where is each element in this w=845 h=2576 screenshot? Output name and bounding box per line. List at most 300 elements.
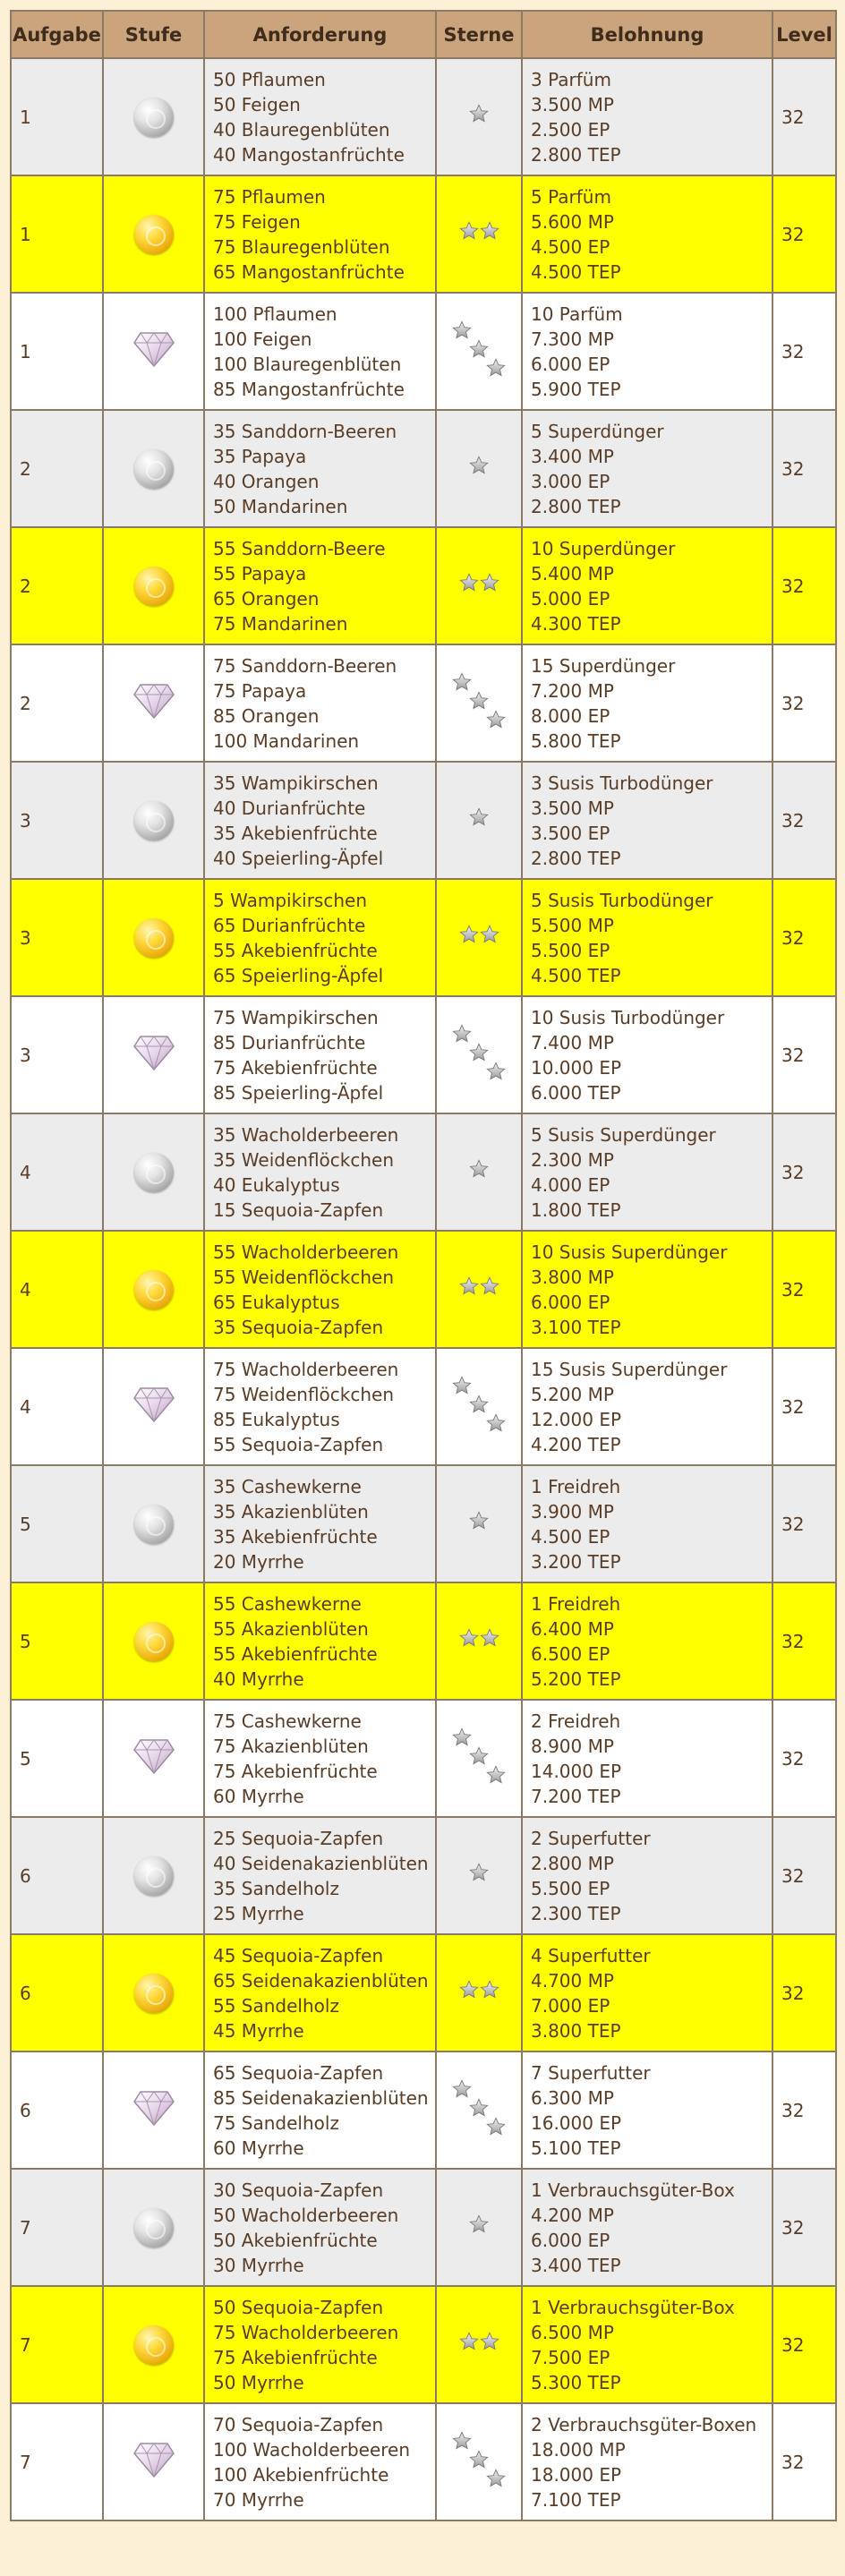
- requirement-item: 60 Myrrhe: [213, 1785, 304, 1807]
- reward-item: 4.200 TEP: [531, 1433, 621, 1455]
- reward-item: 4.500 EP: [531, 235, 610, 258]
- cell-sterne: [436, 762, 522, 879]
- cell-level: 32: [772, 58, 836, 175]
- gold-coin-icon: [134, 567, 174, 606]
- cell-aufgabe: 7: [11, 2169, 103, 2286]
- reward-item: 3.500 MP: [531, 93, 614, 115]
- reward-item: 2.500 EP: [531, 118, 610, 141]
- star-icon: [459, 221, 479, 247]
- star-rating: [469, 807, 489, 833]
- cell-anforderung: [204, 2286, 436, 2403]
- cell-stufe: [103, 762, 204, 879]
- cell-stufe: [103, 1113, 204, 1231]
- gold-coin-icon: [134, 215, 174, 254]
- star-icon: [469, 807, 489, 833]
- star-rating: [459, 1628, 499, 1654]
- reward-item: 4.500 EP: [531, 1525, 610, 1548]
- requirement-item: 75 Papaya: [213, 679, 307, 702]
- requirement-item: 35 Akebienfrüchte: [213, 822, 378, 844]
- cell-belohnung: [522, 527, 772, 644]
- star-rating: [450, 1374, 508, 1433]
- reward-item: 5 Superdünger: [531, 420, 664, 442]
- reward-item: 3 Susis Turbodünger: [531, 772, 713, 794]
- table-row: [11, 1582, 836, 1700]
- requirement-item: 25 Myrrhe: [213, 1902, 304, 1924]
- requirement-item: 45 Sequoia-Zapfen: [213, 1944, 384, 1966]
- reward-item: 2.800 MP: [531, 1852, 614, 1874]
- cell-sterne: [436, 1817, 522, 1934]
- cell-stufe: [103, 2169, 204, 2286]
- reward-item: 3.100 TEP: [531, 1316, 621, 1338]
- star-icon: [486, 1062, 506, 1088]
- cell-belohnung: [522, 1817, 772, 1934]
- table-row: [11, 410, 836, 527]
- star-rating: [459, 1980, 499, 2006]
- table-row: [11, 2403, 836, 2521]
- cell-aufgabe: 3: [11, 762, 103, 879]
- reward-item: 10 Susis Superdünger: [531, 1241, 728, 1263]
- star-icon: [469, 456, 489, 482]
- requirement-item: 75 Feigen: [213, 210, 301, 233]
- requirement-item: 35 Akazienblüten: [213, 1500, 369, 1523]
- reward-item: 4.500 TEP: [531, 260, 621, 283]
- cell-anforderung: [204, 1934, 436, 2051]
- star-icon: [486, 2469, 506, 2495]
- table-row: [11, 2286, 836, 2403]
- cell-sterne: [436, 175, 522, 293]
- diamond-icon: [133, 329, 175, 373]
- cell-sterne: [436, 1582, 522, 1700]
- requirement-item: 40 Orangen: [213, 470, 320, 492]
- header-anforderung[interactable]: Anforderung: [204, 11, 436, 58]
- silver-coin-icon: [134, 2208, 174, 2248]
- star-icon: [469, 104, 489, 130]
- star-icon: [480, 221, 499, 247]
- star-icon: [486, 2117, 506, 2143]
- reward-item: 1.800 TEP: [531, 1198, 621, 1221]
- requirement-item: 50 Akebienfrüchte: [213, 2229, 378, 2251]
- requirement-item: 45 Myrrhe: [213, 2019, 304, 2042]
- cell-aufgabe: 5: [11, 1700, 103, 1817]
- reward-item: 4.300 TEP: [531, 612, 621, 635]
- cell-stufe: [103, 293, 204, 410]
- reward-item: 3.400 MP: [531, 445, 614, 467]
- cell-level: 32: [772, 644, 836, 762]
- reward-item: 6.000 EP: [531, 2229, 610, 2251]
- table-row: [11, 1113, 836, 1231]
- requirement-item: 55 Wacholderbeeren: [213, 1241, 399, 1263]
- cell-aufgabe: 7: [11, 2403, 103, 2521]
- cell-stufe: [103, 996, 204, 1113]
- silver-coin-icon: [134, 449, 174, 489]
- reward-item: 6.000 TEP: [531, 1081, 621, 1104]
- requirement-item: 75 Akebienfrüchte: [213, 2346, 378, 2368]
- cell-belohnung: [522, 762, 772, 879]
- star-icon: [480, 925, 499, 951]
- cell-stufe: [103, 1231, 204, 1348]
- requirement-item: 50 Myrrhe: [213, 2371, 304, 2393]
- table-row: [11, 58, 836, 175]
- requirement-item: 55 Weidenflöckchen: [213, 1266, 395, 1288]
- star-icon: [469, 1863, 489, 1889]
- reward-item: 3.900 MP: [531, 1500, 614, 1523]
- reward-item: 15 Superdünger: [531, 654, 676, 677]
- star-icon: [486, 1413, 506, 1439]
- requirement-item: 50 Feigen: [213, 93, 301, 115]
- cell-aufgabe: 2: [11, 410, 103, 527]
- requirement-item: 35 Sanddorn-Beeren: [213, 420, 397, 442]
- reward-item: 2 Verbrauchsgüter-Boxen: [531, 2413, 757, 2435]
- reward-item: 6.300 MP: [531, 2086, 614, 2109]
- star-icon: [469, 1511, 489, 1537]
- cell-level: 32: [772, 1465, 836, 1582]
- cell-anforderung: [204, 2403, 436, 2521]
- cell-level: 32: [772, 2403, 836, 2521]
- star-icon: [486, 710, 506, 736]
- cell-level: 32: [772, 1348, 836, 1465]
- reward-item: 5 Parfüm: [531, 185, 611, 208]
- reward-item: 4.000 EP: [531, 1173, 610, 1196]
- reward-item: 5.400 MP: [531, 562, 614, 584]
- star-icon: [480, 573, 499, 599]
- requirement-item: 70 Myrrhe: [213, 2488, 304, 2511]
- diamond-icon: [133, 1033, 175, 1077]
- reward-item: 18.000 MP: [531, 2438, 626, 2461]
- header-aufgabe[interactable]: Aufgabe: [11, 11, 103, 58]
- reward-item: 2.300 TEP: [531, 1902, 621, 1924]
- cell-aufgabe: 1: [11, 175, 103, 293]
- requirement-item: 25 Sequoia-Zapfen: [213, 1827, 384, 1849]
- star-icon: [469, 2214, 489, 2240]
- header-belohnung[interactable]: Belohnung: [522, 11, 772, 58]
- requirement-item: 75 Sanddorn-Beeren: [213, 654, 397, 677]
- cell-level: 32: [772, 410, 836, 527]
- reward-item: 5.500 EP: [531, 1877, 610, 1899]
- cell-anforderung: [204, 527, 436, 644]
- cell-stufe: [103, 1817, 204, 1934]
- cell-aufgabe: 4: [11, 1231, 103, 1348]
- reward-item: 6.000 EP: [531, 1291, 610, 1313]
- requirement-item: 65 Eukalyptus: [213, 1291, 340, 1313]
- requirement-item: 65 Orangen: [213, 587, 320, 610]
- requirement-item: 40 Speierling-Äpfel: [213, 847, 384, 869]
- reward-item: 3.200 TEP: [531, 1550, 621, 1573]
- requirement-item: 50 Pflaumen: [213, 68, 326, 90]
- cell-aufgabe: 1: [11, 58, 103, 175]
- reward-item: 7.500 EP: [531, 2346, 610, 2368]
- requirement-item: 85 Mangostanfrüchte: [213, 378, 405, 400]
- cell-anforderung: [204, 293, 436, 410]
- cell-aufgabe: 7: [11, 2286, 103, 2403]
- star-icon: [480, 1276, 499, 1302]
- requirement-item: 65 Seidenakazienblüten: [213, 1969, 429, 1992]
- table-row: [11, 2051, 836, 2169]
- requirement-item: 100 Feigen: [213, 328, 312, 350]
- reward-item: 2 Superfutter: [531, 1827, 651, 1849]
- star-rating: [459, 925, 499, 951]
- requirement-item: 55 Sequoia-Zapfen: [213, 1433, 384, 1455]
- cell-stufe: [103, 1348, 204, 1465]
- requirement-item: 75 Wacholderbeeren: [213, 2321, 399, 2343]
- cell-level: 32: [772, 1700, 836, 1817]
- cell-level: 32: [772, 175, 836, 293]
- requirement-item: 100 Wacholderbeeren: [213, 2438, 411, 2461]
- cell-stufe: [103, 1582, 204, 1700]
- cell-stufe: [103, 527, 204, 644]
- cell-sterne: [436, 1231, 522, 1348]
- reward-item: 2.800 TEP: [531, 847, 621, 869]
- quest-table: [10, 10, 837, 2521]
- cell-anforderung: [204, 1231, 436, 1348]
- cell-anforderung: [204, 644, 436, 762]
- cell-anforderung: [204, 1700, 436, 1817]
- requirement-item: 75 Sandelholz: [213, 2111, 339, 2134]
- requirement-item: 100 Mandarinen: [213, 729, 360, 752]
- reward-item: 5.600 MP: [531, 210, 614, 233]
- cell-sterne: [436, 1348, 522, 1465]
- header-level[interactable]: Level: [772, 11, 836, 58]
- cell-sterne: [436, 996, 522, 1113]
- cell-sterne: [436, 1934, 522, 2051]
- cell-sterne: [436, 58, 522, 175]
- cell-level: 32: [772, 1817, 836, 1934]
- reward-item: 6.500 MP: [531, 2321, 614, 2343]
- diamond-icon: [133, 1736, 175, 1780]
- star-rating: [469, 456, 489, 482]
- reward-item: 6.500 EP: [531, 1642, 610, 1665]
- star-rating: [450, 2429, 508, 2488]
- cell-aufgabe: 5: [11, 1582, 103, 1700]
- cell-stufe: [103, 1700, 204, 1817]
- star-rating: [469, 1511, 489, 1537]
- reward-item: 5.800 TEP: [531, 729, 621, 752]
- reward-item: 3 Parfüm: [531, 68, 611, 90]
- requirement-item: 75 Pflaumen: [213, 185, 326, 208]
- reward-item: 4.500 TEP: [531, 964, 621, 986]
- requirement-item: 75 Wampikirschen: [213, 1006, 379, 1028]
- cell-level: 32: [772, 762, 836, 879]
- cell-belohnung: [522, 58, 772, 175]
- cell-anforderung: [204, 1465, 436, 1582]
- cell-belohnung: [522, 2051, 772, 2169]
- requirement-item: 35 Papaya: [213, 445, 307, 467]
- cell-sterne: [436, 2286, 522, 2403]
- requirement-item: 40 Eukalyptus: [213, 1173, 340, 1196]
- cell-level: 32: [772, 2286, 836, 2403]
- cell-stufe: [103, 644, 204, 762]
- cell-belohnung: [522, 410, 772, 527]
- cell-level: 32: [772, 293, 836, 410]
- requirement-item: 55 Sandelholz: [213, 1994, 339, 2017]
- cell-level: 32: [772, 1582, 836, 1700]
- cell-sterne: [436, 410, 522, 527]
- cell-belohnung: [522, 2286, 772, 2403]
- reward-item: 5.300 TEP: [531, 2371, 621, 2393]
- requirement-item: 35 Sandelholz: [213, 1877, 339, 1899]
- diamond-icon: [133, 2440, 175, 2484]
- cell-aufgabe: 2: [11, 527, 103, 644]
- diamond-icon: [133, 1385, 175, 1429]
- requirement-item: 40 Myrrhe: [213, 1668, 304, 1690]
- cell-anforderung: [204, 175, 436, 293]
- reward-item: 1 Verbrauchsgüter-Box: [531, 2179, 735, 2201]
- requirement-item: 65 Speierling-Äpfel: [213, 964, 384, 986]
- star-rating: [469, 104, 489, 130]
- requirement-item: 100 Blauregenblüten: [213, 353, 402, 375]
- table-row: [11, 1231, 836, 1348]
- cell-sterne: [436, 1465, 522, 1582]
- star-rating: [450, 670, 508, 729]
- cell-anforderung: [204, 996, 436, 1113]
- star-icon: [459, 1276, 479, 1302]
- reward-item: 7.400 MP: [531, 1031, 614, 1053]
- cell-stufe: [103, 1934, 204, 2051]
- star-icon: [486, 1765, 506, 1791]
- requirement-item: 40 Mangostanfrüchte: [213, 143, 405, 166]
- reward-item: 1 Freidreh: [531, 1592, 621, 1615]
- silver-coin-icon: [134, 98, 174, 137]
- silver-coin-icon: [134, 1856, 174, 1896]
- header-stufe[interactable]: Stufe: [103, 11, 204, 58]
- requirement-item: 30 Myrrhe: [213, 2254, 304, 2276]
- requirement-item: 65 Sequoia-Zapfen: [213, 2061, 384, 2084]
- cell-sterne: [436, 879, 522, 996]
- cell-anforderung: [204, 410, 436, 527]
- requirement-item: 20 Myrrhe: [213, 1550, 304, 1573]
- requirement-item: 35 Sequoia-Zapfen: [213, 1316, 384, 1338]
- reward-item: 5.500 MP: [531, 914, 614, 936]
- cell-aufgabe: 3: [11, 879, 103, 996]
- reward-item: 5.200 TEP: [531, 1668, 621, 1690]
- star-rating: [450, 1022, 508, 1081]
- requirement-item: 75 Weidenflöckchen: [213, 1383, 395, 1405]
- cell-stufe: [103, 2403, 204, 2521]
- reward-item: 18.000 EP: [531, 2463, 622, 2486]
- requirement-item: 85 Speierling-Äpfel: [213, 1081, 384, 1104]
- reward-item: 1 Freidreh: [531, 1475, 621, 1497]
- quest-table-container: [10, 10, 835, 2521]
- cell-aufgabe: 6: [11, 1934, 103, 2051]
- requirement-item: 35 Cashewkerne: [213, 1475, 362, 1497]
- star-icon: [469, 1159, 489, 1185]
- cell-stufe: [103, 2051, 204, 2169]
- cell-belohnung: [522, 1113, 772, 1231]
- requirement-item: 50 Sequoia-Zapfen: [213, 2296, 384, 2318]
- reward-item: 12.000 EP: [531, 1408, 622, 1430]
- requirement-item: 70 Sequoia-Zapfen: [213, 2413, 384, 2435]
- cell-sterne: [436, 1113, 522, 1231]
- reward-item: 2.800 TEP: [531, 143, 621, 166]
- gold-coin-icon: [134, 918, 174, 958]
- cell-belohnung: [522, 1582, 772, 1700]
- requirement-item: 40 Seidenakazienblüten: [213, 1852, 429, 1874]
- requirement-item: 85 Seidenakazienblüten: [213, 2086, 429, 2109]
- cell-stufe: [103, 410, 204, 527]
- cell-aufgabe: 1: [11, 293, 103, 410]
- requirement-item: 75 Cashewkerne: [213, 1710, 362, 1732]
- cell-belohnung: [522, 175, 772, 293]
- cell-level: 32: [772, 996, 836, 1113]
- cell-belohnung: [522, 2169, 772, 2286]
- reward-item: 4.700 MP: [531, 1969, 614, 1992]
- gold-coin-icon: [134, 1270, 174, 1309]
- reward-item: 2.800 TEP: [531, 495, 621, 517]
- reward-item: 7.200 MP: [531, 679, 614, 702]
- header-sterne[interactable]: Sterne: [436, 11, 522, 58]
- reward-item: 7.200 TEP: [531, 1785, 621, 1807]
- table-row: [11, 1348, 836, 1465]
- diamond-icon: [133, 681, 175, 725]
- reward-item: 5.100 TEP: [531, 2137, 621, 2159]
- cell-level: 32: [772, 879, 836, 996]
- cell-belohnung: [522, 1348, 772, 1465]
- cell-anforderung: [204, 1582, 436, 1700]
- reward-item: 3.800 TEP: [531, 2019, 621, 2042]
- requirement-item: 75 Akebienfrüchte: [213, 1760, 378, 1782]
- cell-sterne: [436, 527, 522, 644]
- requirement-item: 75 Wacholderbeeren: [213, 1358, 399, 1380]
- cell-aufgabe: 3: [11, 996, 103, 1113]
- gold-coin-icon: [134, 1974, 174, 2013]
- cell-aufgabe: 4: [11, 1113, 103, 1231]
- table-row: [11, 644, 836, 762]
- reward-item: 3.000 EP: [531, 470, 610, 492]
- table-row: [11, 1465, 836, 1582]
- table-row: [11, 762, 836, 879]
- reward-item: 10.000 EP: [531, 1056, 622, 1079]
- cell-belohnung: [522, 1700, 772, 1817]
- reward-item: 5.200 MP: [531, 1383, 614, 1405]
- star-icon: [459, 925, 479, 951]
- requirement-item: 40 Blauregenblüten: [213, 118, 390, 141]
- cell-aufgabe: 6: [11, 1817, 103, 1934]
- cell-anforderung: [204, 2051, 436, 2169]
- cell-stufe: [103, 2286, 204, 2403]
- table-row: [11, 293, 836, 410]
- star-icon: [459, 573, 479, 599]
- reward-item: 14.000 EP: [531, 1760, 622, 1782]
- requirement-item: 35 Weidenflöckchen: [213, 1148, 395, 1171]
- reward-item: 6.000 EP: [531, 353, 610, 375]
- star-icon: [459, 1628, 479, 1654]
- star-icon: [459, 1980, 479, 2006]
- requirement-item: 35 Akebienfrüchte: [213, 1525, 378, 1548]
- reward-item: 3.800 MP: [531, 1266, 614, 1288]
- requirement-item: 75 Blauregenblüten: [213, 235, 390, 258]
- requirement-item: 55 Akebienfrüchte: [213, 1642, 378, 1665]
- reward-item: 3.400 TEP: [531, 2254, 621, 2276]
- cell-level: 32: [772, 2169, 836, 2286]
- cell-anforderung: [204, 1348, 436, 1465]
- cell-level: 32: [772, 2051, 836, 2169]
- cell-level: 32: [772, 1231, 836, 1348]
- requirement-item: 75 Akebienfrüchte: [213, 1056, 378, 1079]
- reward-item: 5.000 EP: [531, 587, 610, 610]
- reward-item: 7.300 MP: [531, 328, 614, 350]
- table-row: [11, 2169, 836, 2286]
- requirement-item: 55 Sanddorn-Beere: [213, 537, 386, 559]
- cell-stufe: [103, 879, 204, 996]
- reward-item: 1 Verbrauchsgüter-Box: [531, 2296, 735, 2318]
- table-row: [11, 527, 836, 644]
- reward-item: 8.000 EP: [531, 704, 610, 727]
- requirement-item: 60 Myrrhe: [213, 2137, 304, 2159]
- cell-stufe: [103, 175, 204, 293]
- star-rating: [469, 1159, 489, 1185]
- cell-aufgabe: 5: [11, 1465, 103, 1582]
- table-row: [11, 175, 836, 293]
- cell-belohnung: [522, 2403, 772, 2521]
